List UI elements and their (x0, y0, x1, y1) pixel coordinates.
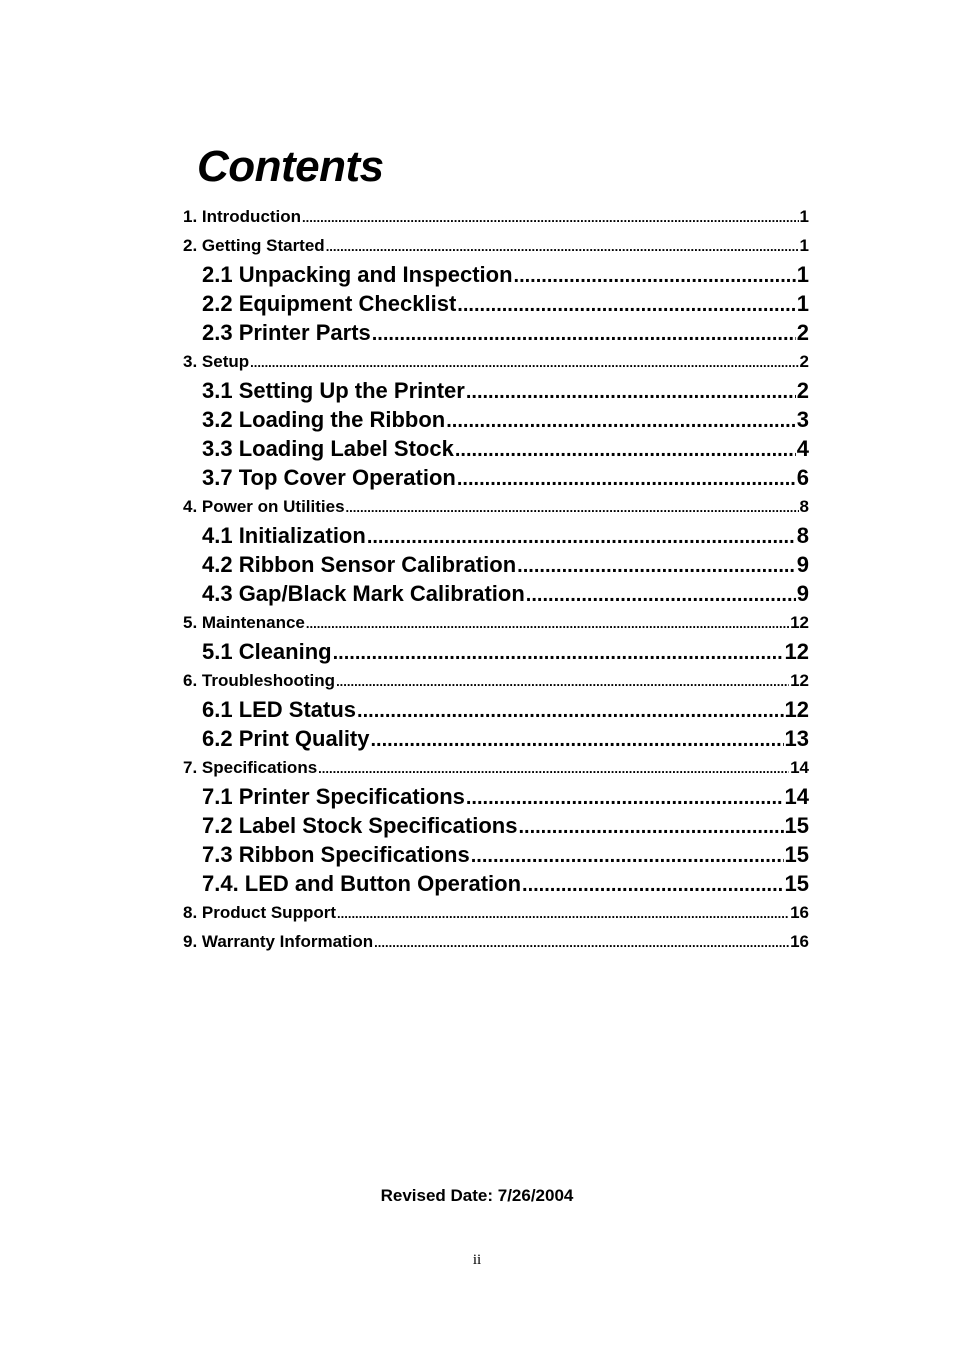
toc-entry-page: 9 (796, 581, 809, 606)
toc-entry-label: 4.1 Initialization (202, 523, 366, 548)
toc-entry-page: 14 (790, 758, 809, 777)
toc-entry[interactable] (202, 579, 809, 608)
table-of-contents (183, 202, 809, 956)
toc-entry-page: 1 (799, 236, 809, 255)
toc-leader-dots (526, 581, 796, 610)
toc-entry-label: 4.2 Ribbon Sensor Calibration (202, 552, 517, 577)
toc-entry-page: 8 (796, 523, 809, 548)
toc-leader-dots (250, 348, 798, 377)
toc-entry-label: 7.4. LED and Button Operation (202, 871, 522, 896)
toc-entry-label: 9. Warranty Information (183, 932, 374, 951)
toc-entry-page: 12 (790, 613, 809, 632)
page-title: Contents (197, 142, 384, 191)
toc-leader-dots (346, 493, 799, 522)
toc-leader-dots (357, 697, 783, 726)
toc-entry[interactable] (183, 753, 809, 782)
toc-leader-dots (455, 436, 796, 465)
toc-entry-page: 6 (796, 465, 809, 490)
toc-entry-page: 15 (784, 813, 809, 838)
toc-entry-page: 15 (784, 871, 809, 896)
toc-entry-label: 3.1 Setting Up the Printer (202, 378, 465, 403)
toc-leader-dots (517, 552, 796, 581)
toc-leader-dots (372, 320, 796, 349)
toc-leader-dots (518, 813, 783, 842)
toc-leader-dots (371, 726, 784, 755)
toc-entry-label: 3.7 Top Cover Operation (202, 465, 456, 490)
toc-entry[interactable] (202, 811, 809, 840)
toc-entry[interactable] (202, 318, 809, 347)
toc-entry-label: 4. Power on Utilities (183, 497, 345, 516)
toc-entry[interactable] (202, 376, 809, 405)
toc-entry-page: 1 (796, 291, 809, 316)
toc-entry[interactable] (202, 869, 809, 898)
toc-leader-dots (446, 407, 796, 436)
toc-leader-dots (522, 871, 784, 900)
toc-entry-label: 7.2 Label Stock Specifications (202, 813, 518, 838)
toc-entry-label: 2. Getting Started (183, 236, 325, 255)
toc-entry[interactable] (202, 724, 809, 753)
toc-leader-dots (306, 609, 789, 638)
toc-entry-label: 2.1 Unpacking and Inspection (202, 262, 513, 287)
toc-entry[interactable] (202, 405, 809, 434)
toc-entry-page: 12 (790, 671, 809, 690)
toc-entry-label: 6. Troubleshooting (183, 671, 336, 690)
toc-entry-page: 8 (799, 497, 809, 516)
toc-entry-label: 3. Setup (183, 352, 250, 371)
toc-entry[interactable] (183, 666, 809, 695)
toc-entry[interactable] (202, 260, 809, 289)
page-number: ii (472, 1252, 482, 1268)
toc-entry-label: 7.1 Printer Specifications (202, 784, 465, 809)
toc-entry-label: 8. Product Support (183, 903, 336, 922)
toc-entry-page: 16 (790, 903, 809, 922)
toc-entry-page: 9 (796, 552, 809, 577)
toc-entry[interactable] (202, 289, 809, 318)
toc-entry[interactable] (183, 492, 809, 521)
toc-entry-page: 3 (796, 407, 809, 432)
toc-entry-page: 2 (799, 352, 809, 371)
toc-leader-dots (318, 754, 789, 783)
toc-entry-label: 3.2 Loading the Ribbon (202, 407, 446, 432)
toc-leader-dots (457, 465, 796, 494)
toc-entry[interactable] (183, 608, 809, 637)
toc-entry-page: 15 (784, 842, 809, 867)
toc-entry-page: 12 (784, 697, 809, 722)
toc-entry[interactable] (202, 521, 809, 550)
toc-leader-dots (457, 291, 795, 320)
toc-leader-dots (367, 523, 796, 552)
toc-leader-dots (471, 842, 784, 871)
toc-leader-dots (466, 784, 784, 813)
toc-entry-label: 2.3 Printer Parts (202, 320, 371, 345)
toc-leader-dots (336, 667, 789, 696)
toc-leader-dots (466, 378, 796, 407)
toc-entry[interactable] (202, 695, 809, 724)
toc-entry-label: 2.2 Equipment Checklist (202, 291, 457, 316)
toc-entry-label: 5. Maintenance (183, 613, 305, 632)
toc-entry[interactable] (183, 347, 809, 376)
toc-entry-page: 12 (784, 639, 809, 664)
toc-entry[interactable] (183, 231, 809, 260)
toc-entry-page: 1 (796, 262, 809, 287)
toc-entry-label: 6.1 LED Status (202, 697, 357, 722)
toc-leader-dots (374, 928, 789, 957)
toc-entry[interactable] (202, 434, 809, 463)
toc-entry[interactable] (202, 637, 809, 666)
toc-entry-label: 5.1 Cleaning (202, 639, 332, 664)
toc-leader-dots (333, 639, 784, 668)
toc-leader-dots (302, 203, 798, 232)
toc-entry[interactable] (183, 927, 809, 956)
toc-entry-page: 2 (796, 378, 809, 403)
toc-entry[interactable] (202, 782, 809, 811)
toc-leader-dots (326, 232, 799, 261)
toc-entry-label: 6.2 Print Quality (202, 726, 370, 751)
toc-entry[interactable] (183, 898, 809, 927)
toc-leader-dots (514, 262, 796, 291)
toc-entry-label: 3.3 Loading Label Stock (202, 436, 454, 461)
toc-entry-page: 14 (784, 784, 809, 809)
toc-entry-page: 13 (784, 726, 809, 751)
toc-entry-page: 2 (796, 320, 809, 345)
toc-entry-label: 4.3 Gap/Black Mark Calibration (202, 581, 525, 606)
toc-entry[interactable] (202, 550, 809, 579)
toc-entry-page: 4 (796, 436, 809, 461)
toc-entry-page: 1 (799, 207, 809, 226)
toc-entry[interactable] (183, 202, 809, 231)
toc-entry-label: 7. Specifications (183, 758, 318, 777)
toc-entry-label: 1. Introduction (183, 207, 302, 226)
toc-entry-page: 16 (790, 932, 809, 951)
toc-entry[interactable] (202, 840, 809, 869)
toc-entry-label: 7.3 Ribbon Specifications (202, 842, 470, 867)
toc-entry[interactable] (202, 463, 809, 492)
toc-leader-dots (337, 899, 789, 928)
revised-date: Revised Date: 7/26/2004 (380, 1186, 574, 1205)
